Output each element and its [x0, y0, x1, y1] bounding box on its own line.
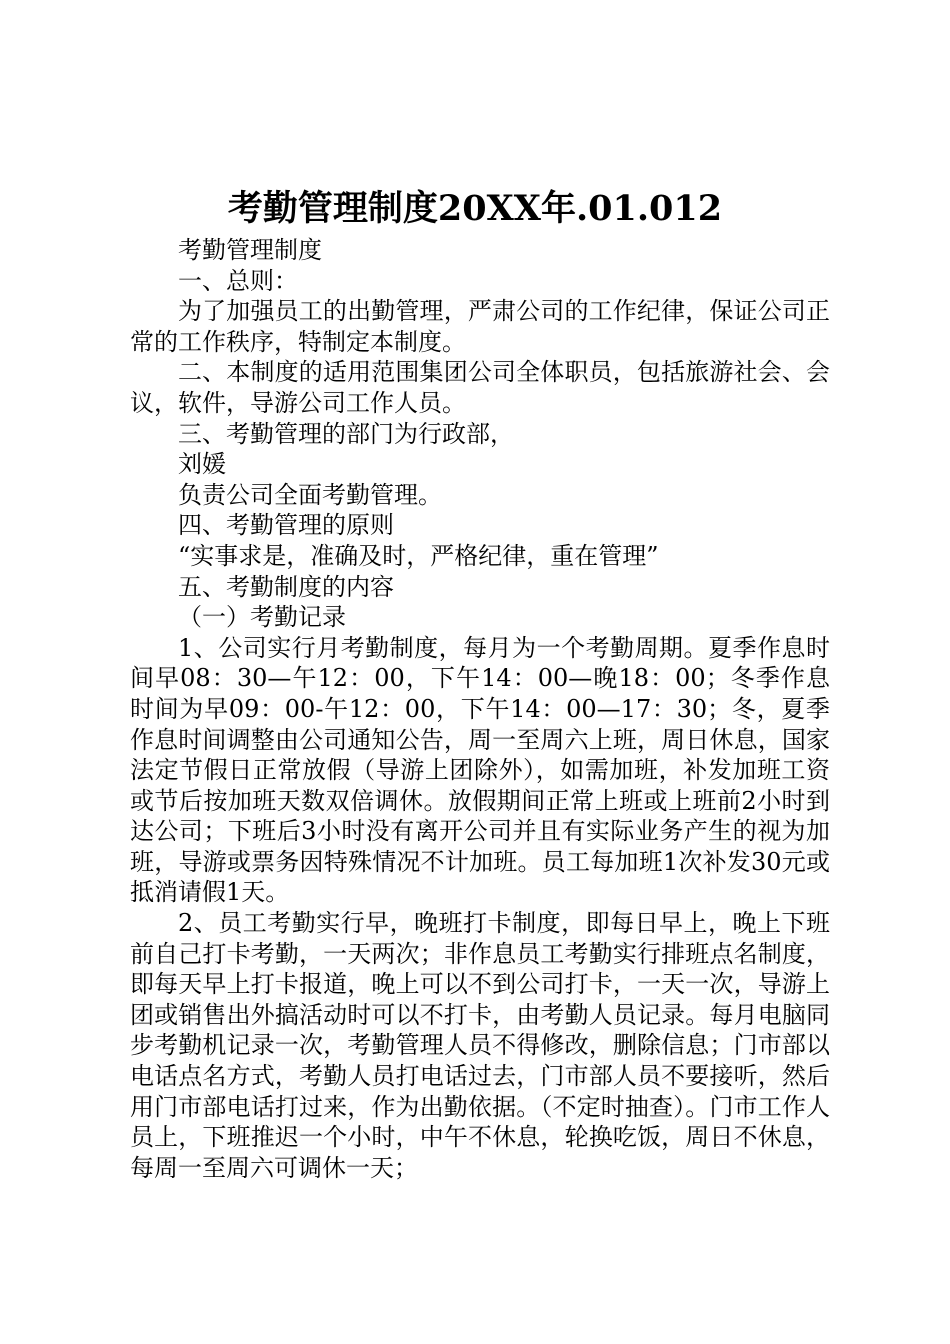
paragraph-rule-1: 1、公司实行月考勤制度，每月为一个考勤周期。夏季作息时间早08：30—午12：00，下午14：00—晚18：00；冬季作息时间为早09：00-午12：00，下午14：00—17：30；冬，夏季作息时间调整由公司通知公告，周一至周六上班，周日休息，国家法定节假日正常放假（导游上团除外），如需加班，补发加班工资或节后按加班天数双倍调休。放假期间正常上班或上班前2小时到达公司；下班后3小时没有离开公司并且有实际业务产生的视为加班，导游或票务因特殊情况不计加班。员工每加班1次补发30元或抵消请假1天。 — [130, 633, 830, 907]
paragraph-person: 刘媛 — [178, 450, 226, 479]
paragraph-scope: 二、本制度的适用范围集团公司全体职员，包括旅游社会、会议，软件，导游公司工作人员。 — [130, 358, 830, 417]
paragraph-content-heading: 五、考勤制度的内容 — [178, 572, 394, 601]
paragraph-department: 三、考勤管理的部门为行政部， — [178, 419, 514, 448]
paragraph-rule-2: 2、员工考勤实行早，晚班打卡制度，即每日早上，晚上下班前自己打卡考勤，一天两次；非作息员工考勤实行排班点名制度，即每天早上打卡报道，晚上可以不到公司打卡，一天一次，导游上团或销售出外搞活动时可以不打卡，由考勤人员记录。每月电脑同步考勤机记录一次，考勤管理人员不得修改，删除信息；门市部以电话点名方式，考勤人员打电话过去，门市部人员不要接听，然后用门市部电话打过来，作为出勤依据。（不定时抽查）。门市工作人员上，下班推迟一个小时，中午不休息，轮换吃饭，周日不休息，每周一至周六可调休一天； — [130, 909, 830, 1182]
paragraph-section-general: 一、总则： — [178, 266, 298, 295]
document-body — [130, 235, 830, 1183]
paragraph-heading: 考勤管理制度 — [178, 236, 322, 264]
paragraph-principles: “实事求是，准确及时，严格纪律，重在管理” — [178, 541, 659, 570]
document-title: 考勤管理制度20XX年.01.012 — [227, 188, 723, 229]
paragraph-principles-heading: 四、考勤管理的原则 — [178, 511, 394, 540]
paragraph-responsibility: 负责公司全面考勤管理。 — [178, 480, 442, 509]
paragraph-record-heading: （一）考勤记录 — [178, 603, 346, 632]
paragraph-purpose: 为了加强员工的出勤管理，严肃公司的工作纪律，保证公司正常的工作秩序，特制定本制度。 — [130, 297, 830, 356]
